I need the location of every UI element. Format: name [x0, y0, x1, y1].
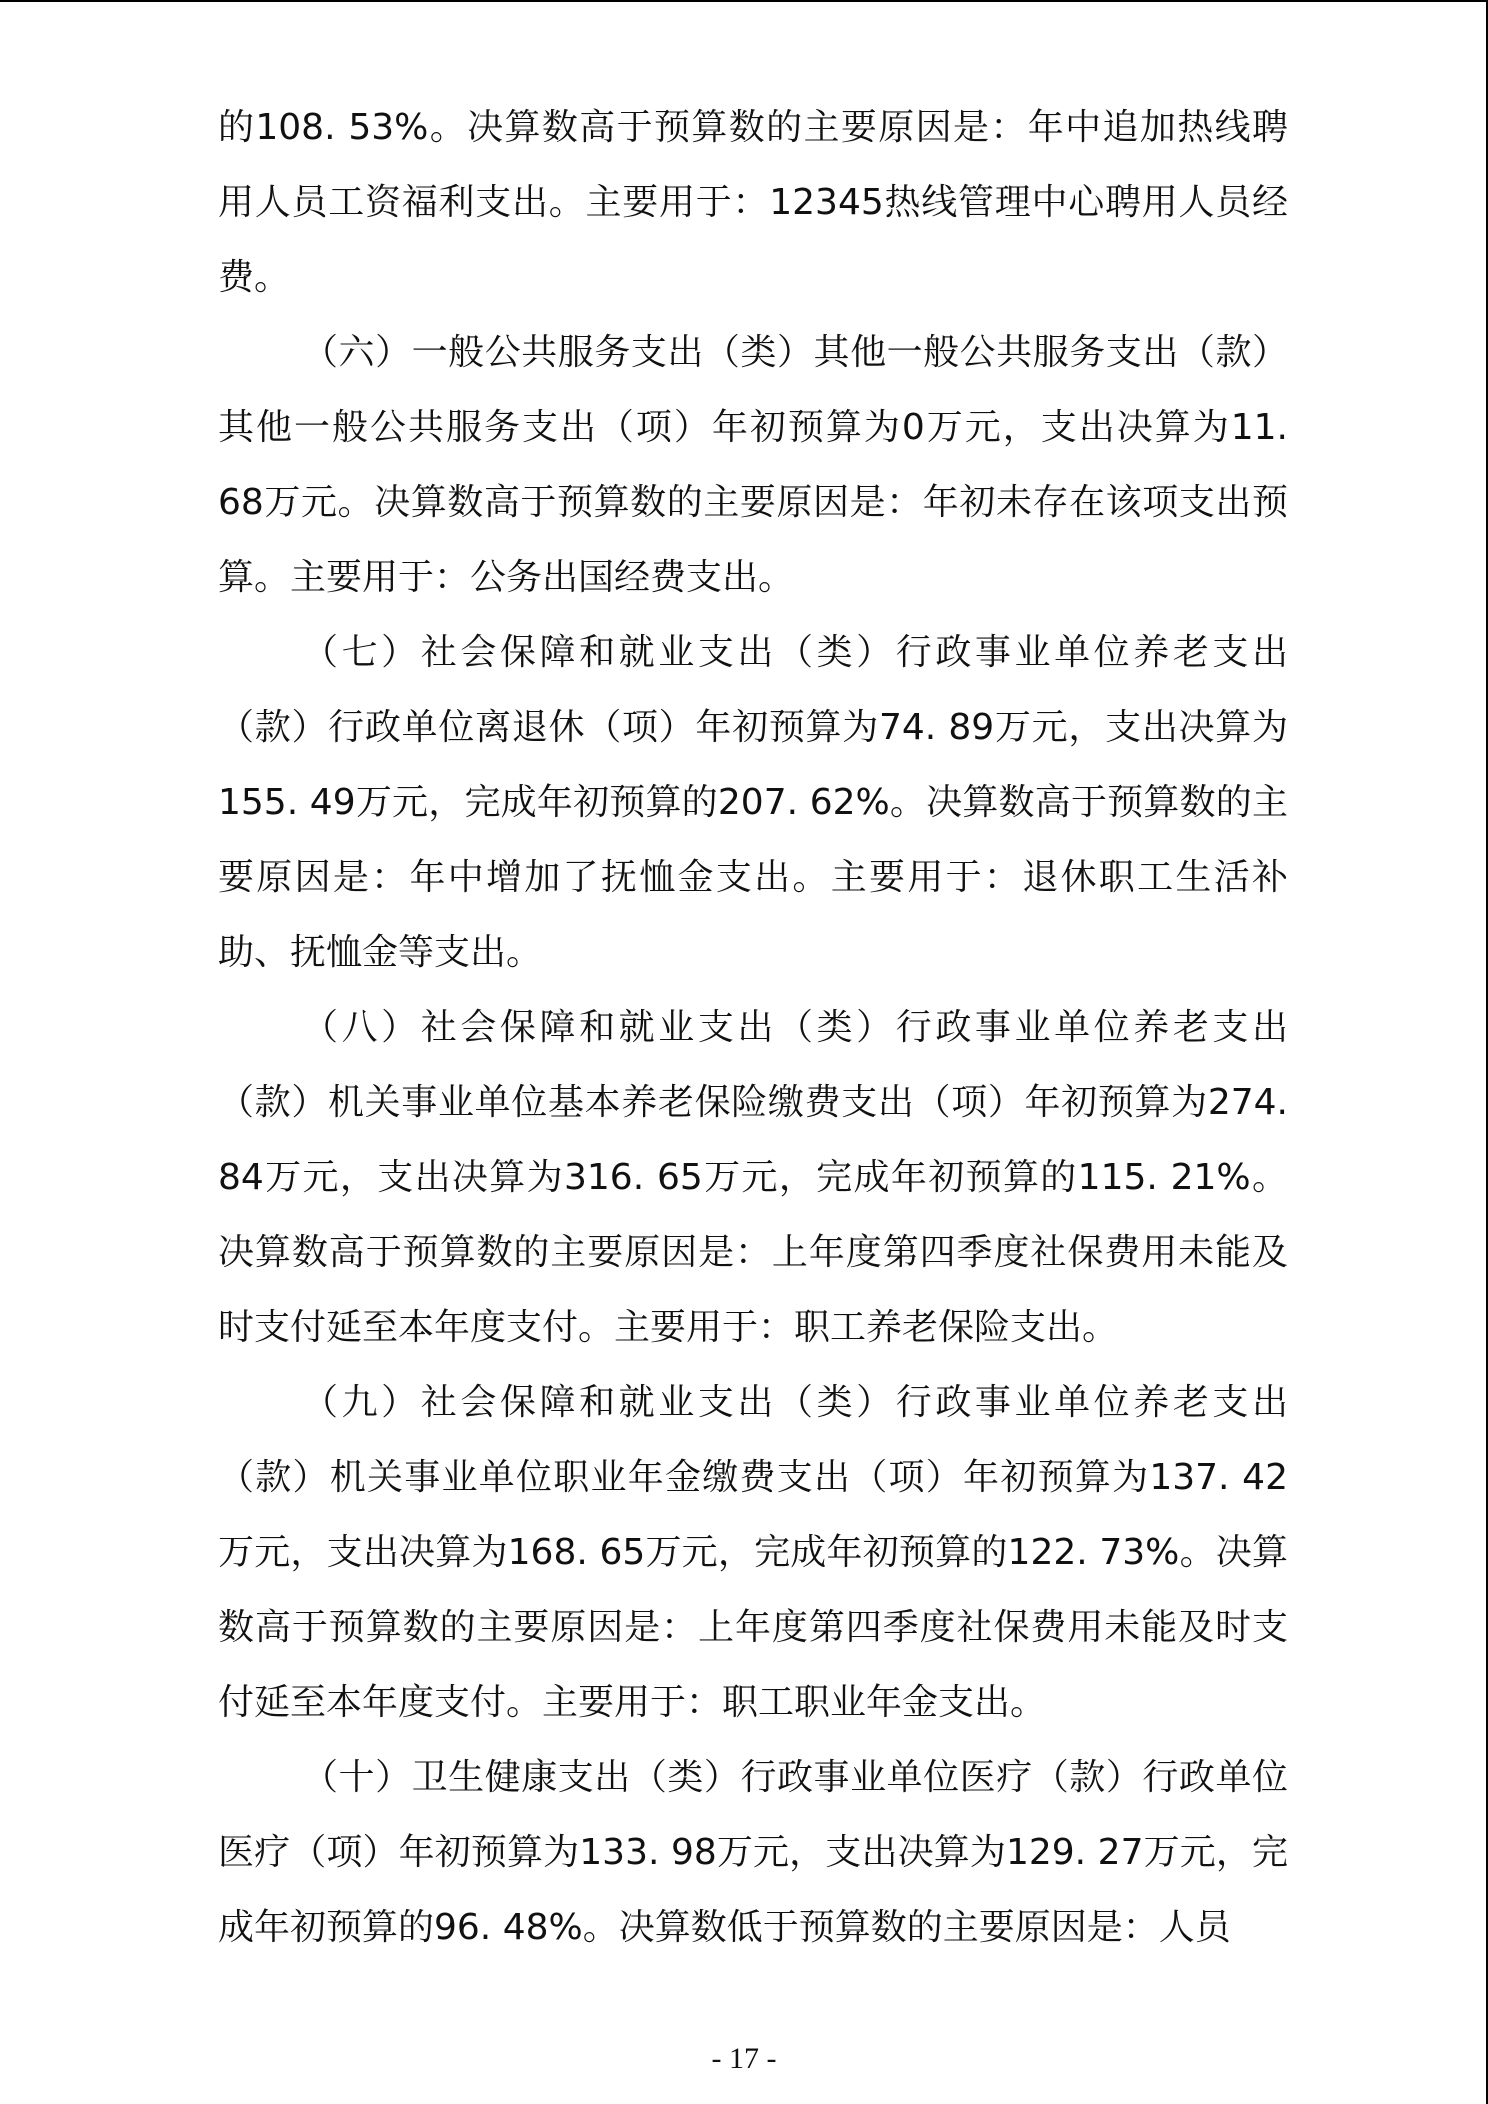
paragraph-ten: （十）卫生健康支出（类）行政事业单位医疗（款）行政单位医疗（项）年初预算为133. 98万元，支出决算为129. 27万元，完成年初预算的96. 48%。决算数低于预算数的主要原因是：人员 — [218, 1757, 1288, 1948]
paragraph-seven: （七）社会保障和就业支出（类）行政事业单位养老支出（款）行政单位离退休（项）年初预算为74. 89万元，支出决算为155. 49万元，完成年初预算的207. 62%。决算数高于预算数的主要原因是：年中增加了抚恤金支出。主要用于：退休职工生活补助、抚恤金等支出。 — [218, 632, 1288, 973]
paragraph-continuation: 的108. 53%。决算数高于预算数的主要原因是：年中追加热线聘用人员工资福利支出。主要用于：12345热线管理中心聘用人员经费。 — [218, 107, 1288, 298]
body-text — [218, 90, 1288, 1965]
paragraph-nine: （九）社会保障和就业支出（类）行政事业单位养老支出（款）机关事业单位职业年金缴费支出（项）年初预算为137. 42万元，支出决算为168. 65万元，完成年初预算的122. 73%。决算数高于预算数的主要原因是：上年度第四季度社保费用未能及时支付延至本年度支付。主要用于：职工职业年金支出。 — [218, 1382, 1288, 1723]
page-number: - 17 - — [711, 2042, 777, 2075]
paragraph-eight: （八）社会保障和就业支出（类）行政事业单位养老支出（款）机关事业单位基本养老保险缴费支出（项）年初预算为274. 84万元，支出决算为316. 65万元，完成年初预算的115. 21%。决算数高于预算数的主要原因是：上年度第四季度社保费用未能及时支付延至本年度支付。主要用于：职工养老保险支出。 — [218, 1007, 1288, 1348]
paragraph-six: （六）一般公共服务支出（类）其他一般公共服务支出（款）其他一般公共服务支出（项）年初预算为0万元，支出决算为11. 68万元。决算数高于预算数的主要原因是：年初未存在该项支出预算。主要用于：公务出国经费支出。 — [218, 332, 1288, 598]
